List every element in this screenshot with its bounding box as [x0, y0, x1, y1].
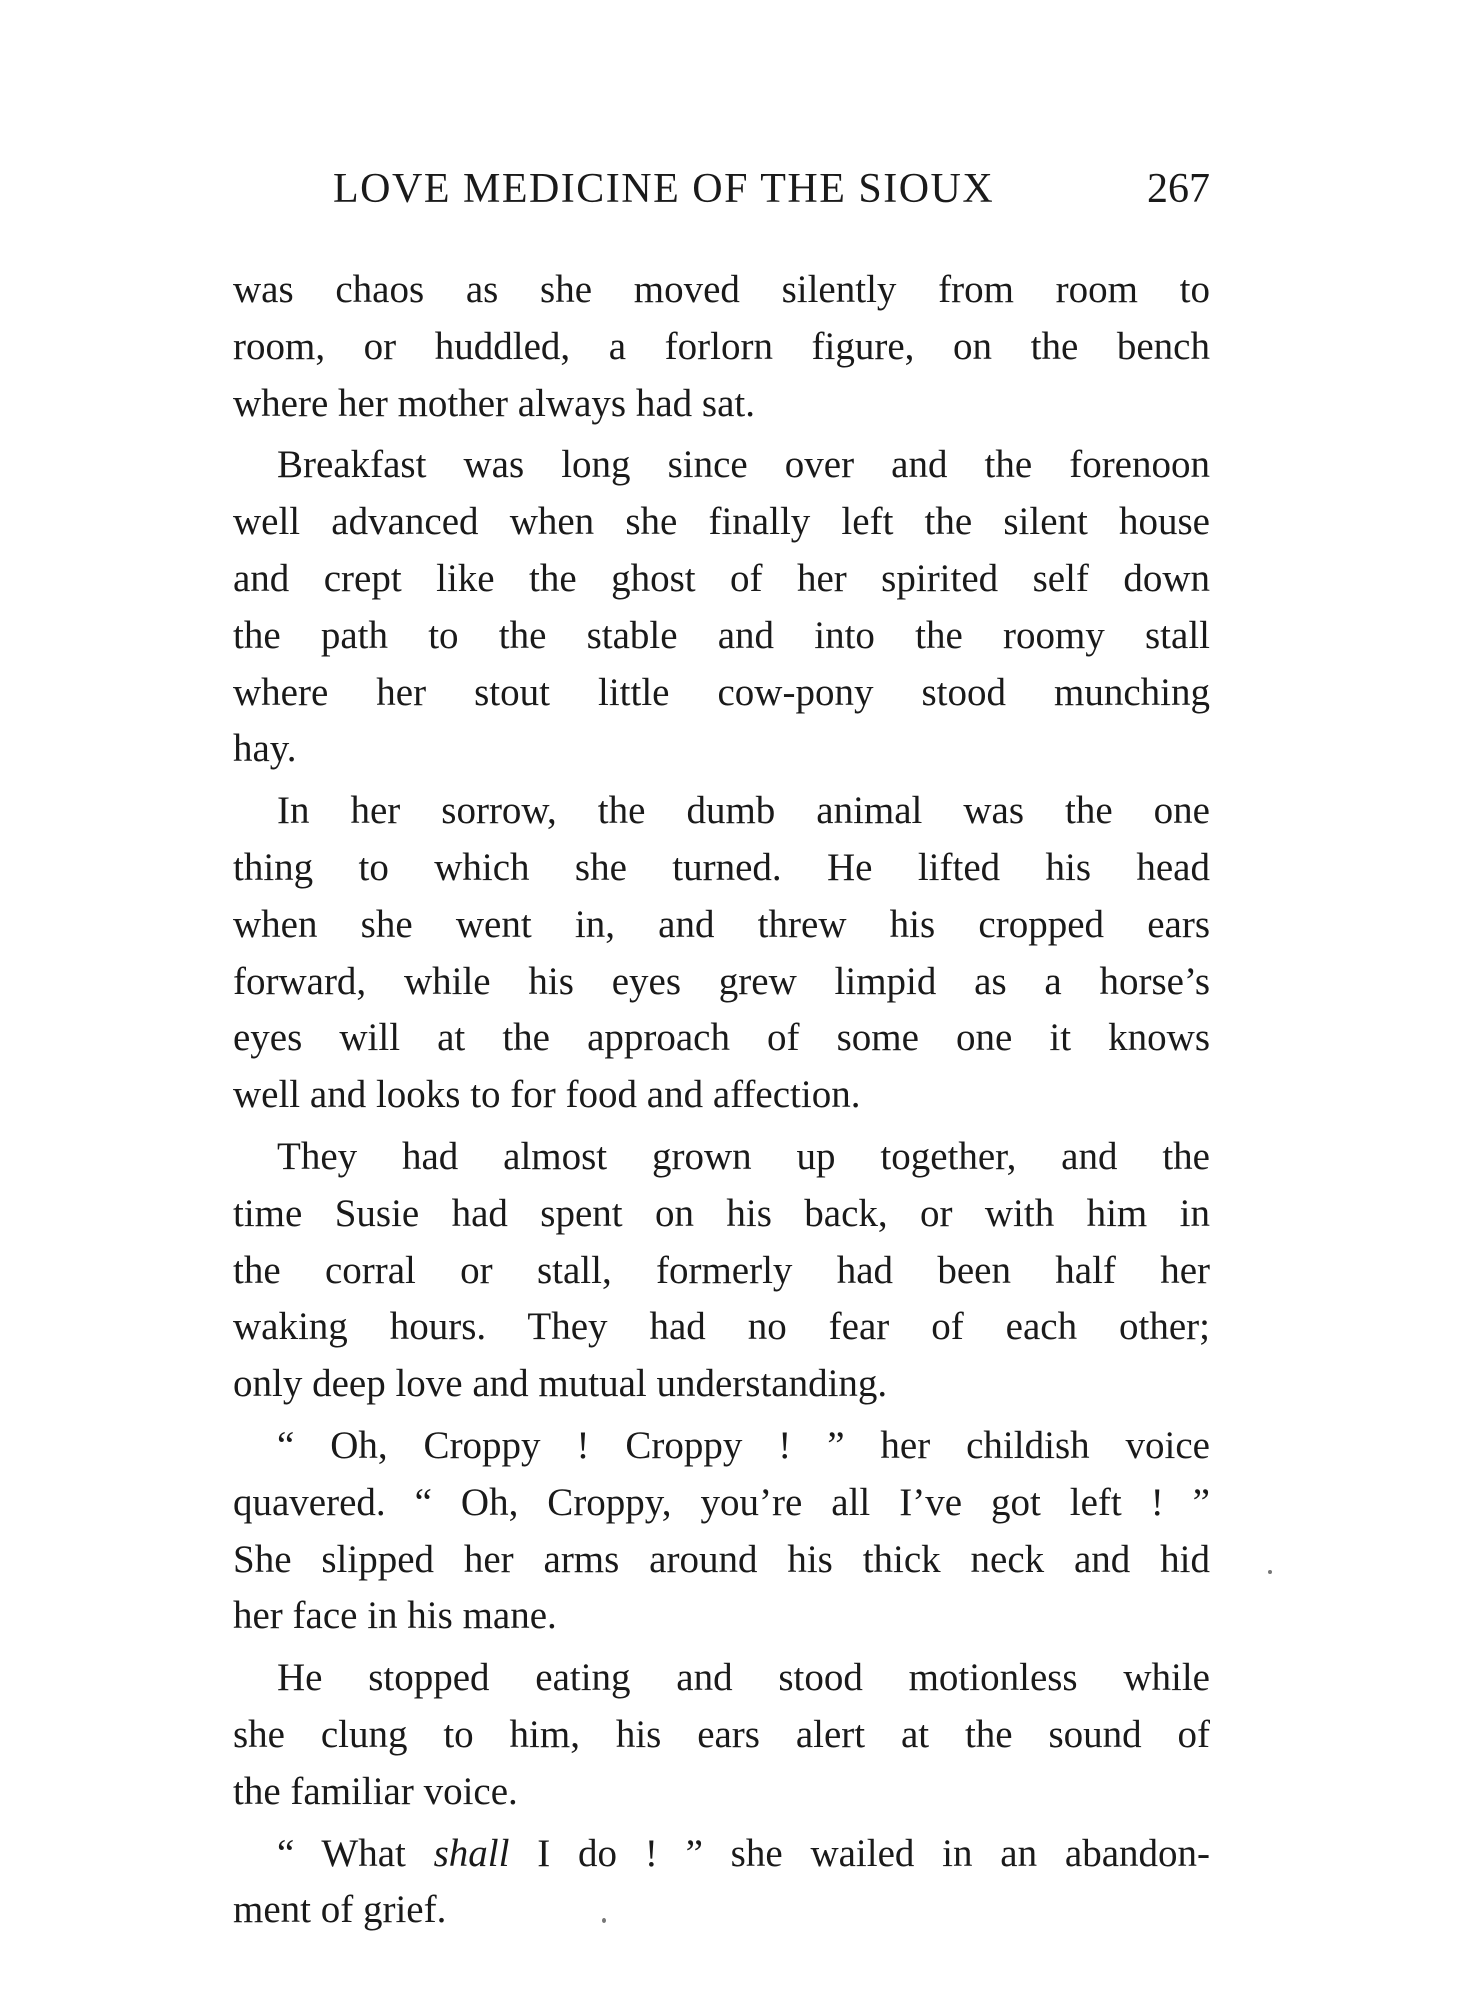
- text-line: well and looks to for food and affection.: [233, 1073, 861, 1117]
- paragraph: [233, 1418, 1210, 1645]
- paragraph: [233, 1826, 1210, 1940]
- text-line: forward, while his eyes grew limpid as a horse’s: [233, 959, 1210, 1003]
- text-line: In her sorrow, the dumb animal was the one: [277, 789, 1210, 833]
- italic-emphasis: shall: [433, 1831, 510, 1875]
- text-line: He stopped eating and stood motionless while: [277, 1656, 1210, 1700]
- text-line: ment of grief.: [233, 1888, 447, 1932]
- text-line: thing to which she turned. He lifted his head: [233, 845, 1210, 889]
- page-number: 267: [1147, 166, 1210, 212]
- paragraph: [233, 437, 1210, 778]
- text-line: hay.: [233, 727, 297, 771]
- body-text: [233, 262, 1210, 1939]
- print-speck: [602, 1918, 606, 1923]
- text-line: room, or huddled, a forlorn figure, on the bench: [233, 324, 1210, 368]
- text-line: “ Oh, Croppy ! Croppy ! ” her childish voice: [277, 1423, 1210, 1467]
- text-line: and crept like the ghost of her spirited self down: [233, 556, 1210, 600]
- text-line: They had almost grown up together, and the: [277, 1134, 1210, 1178]
- text-line: time Susie had spent on his back, or with him in: [233, 1191, 1210, 1235]
- paragraph: [233, 1129, 1210, 1413]
- text-run: I do ! ” she wailed in an abandon-: [509, 1831, 1210, 1875]
- text-line: quavered. “ Oh, Croppy, you’re all I’ve got left ! ”: [233, 1480, 1210, 1524]
- text-line: She slipped her arms around his thick neck and hid: [233, 1537, 1210, 1581]
- text-run: “ What: [277, 1831, 434, 1875]
- paragraph: [233, 1650, 1210, 1820]
- running-head: [233, 165, 1210, 225]
- text-line: the familiar voice.: [233, 1769, 518, 1813]
- text-line: waking hours. They had no fear of each other;: [233, 1305, 1210, 1349]
- text-line: when she went in, and threw his cropped ears: [233, 902, 1210, 946]
- running-title: LOVE MEDICINE OF THE SIOUX: [333, 166, 995, 212]
- text-line: where her stout little cow-pony stood munching: [233, 670, 1210, 714]
- text-line: she clung to him, his ears alert at the sound of: [233, 1712, 1210, 1756]
- print-speck: [1268, 1570, 1272, 1574]
- text-line: only deep love and mutual understanding.: [233, 1362, 888, 1406]
- text-line: the path to the stable and into the roomy stall: [233, 613, 1210, 657]
- text-line: where her mother always had sat.: [233, 381, 755, 425]
- text-line: the corral or stall, formerly had been half her: [233, 1248, 1210, 1292]
- paragraph: [233, 262, 1210, 432]
- text-line: eyes will at the approach of some one it knows: [233, 1016, 1210, 1060]
- text-line: her face in his mane.: [233, 1594, 557, 1638]
- paragraph: [233, 783, 1210, 1124]
- text-line: was chaos as she moved silently from room to: [233, 268, 1210, 311]
- text-line: [233, 1826, 1210, 1883]
- text-line: Breakfast was long since over and the forenoon: [277, 443, 1210, 487]
- text-line: well advanced when she finally left the silent house: [233, 500, 1210, 544]
